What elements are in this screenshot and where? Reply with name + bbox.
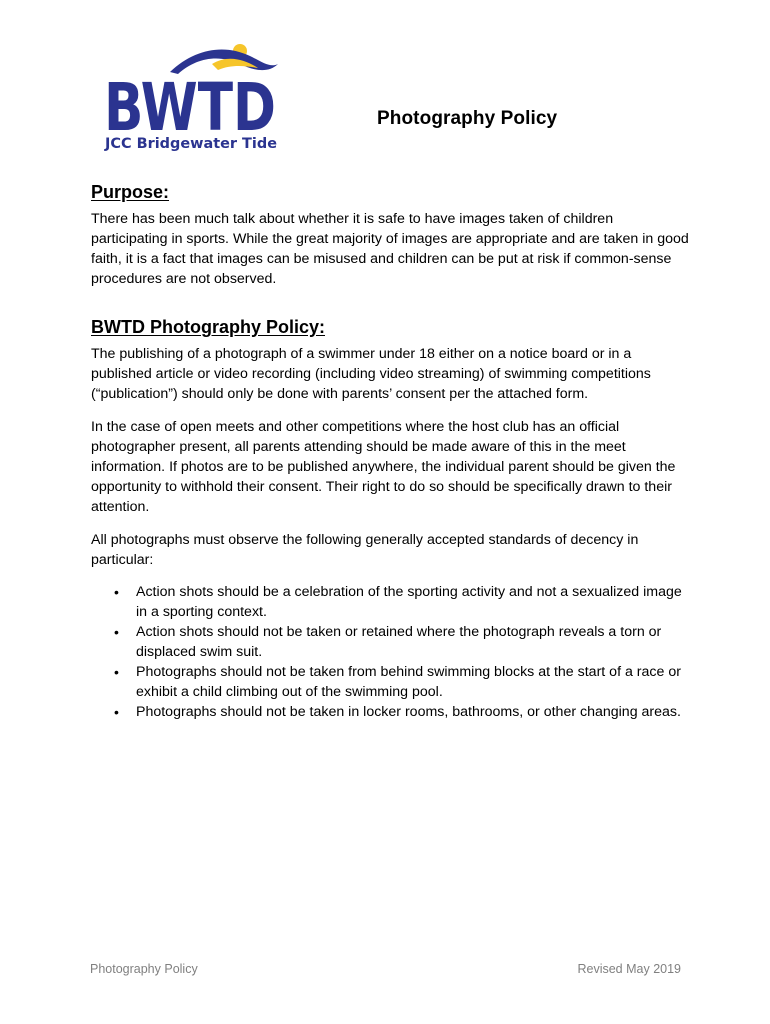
policy-paragraph: In the case of open meets and other competitions where the host club has an official photographer present, all parents attending should be made aware of this in the meet information. If photos are to be published anywhere, the individual parent should be given the opportunity to withhold their consent. Their right to do so should be specifically drawn to their attention. — [91, 419, 676, 515]
footer-revision-date: Revised May 2019 — [577, 962, 681, 976]
policy-paragraph: The publishing of a photograph of a swimmer under 18 either on a notice board or in a published article or video recording (including video streaming) of swimming competitions (“publication”) should only be done with parents’ consent per the attached form. — [91, 346, 651, 402]
list-item-text: Photographs should not be taken from behind swimming blocks at the start of a race or exhibit a child climbing out of the swimming pool. — [136, 664, 681, 700]
list-item-text: Photographs should not be taken in locker rooms, bathrooms, or other changing areas. — [136, 704, 681, 720]
policy-paragraph: All photographs must observe the following generally accepted standards of decency in particular: — [91, 532, 639, 568]
footer-document-name: Photography Policy — [90, 962, 198, 976]
bullet-icon: • — [114, 584, 119, 600]
policy-heading: BWTD Photography Policy: — [91, 317, 325, 337]
bullet-icon: • — [114, 624, 119, 640]
list-item — [91, 702, 691, 722]
list-item-text: Action shots should not be taken or retained where the photograph reveals a torn or displaced swim suit. — [136, 624, 662, 660]
bullet-icon: • — [114, 664, 119, 680]
list-item — [91, 582, 691, 622]
list-item — [91, 622, 691, 662]
bwtd-logo — [100, 42, 285, 154]
bullet-icon: • — [114, 704, 119, 720]
list-item-text: Action shots should be a celebration of the sporting activity and not a sexualized image in a sporting context. — [136, 584, 682, 620]
list-item — [91, 662, 691, 702]
purpose-paragraph: There has been much talk about whether it is safe to have images taken of children participating in sports. While the great majority of images are appropriate and are taken in good faith, it is a fact that images can be misused and children can be put at risk if common-sense procedures are not observed. — [91, 211, 689, 287]
logo-text: BWTD — [104, 69, 276, 146]
policy-section — [91, 317, 691, 722]
purpose-section — [91, 182, 691, 302]
decency-standards-list — [91, 582, 691, 722]
document-title: Photography Policy — [377, 108, 558, 129]
logo-subtext: JCC Bridgewater Tide — [103, 136, 277, 152]
purpose-heading: Purpose: — [91, 182, 170, 202]
